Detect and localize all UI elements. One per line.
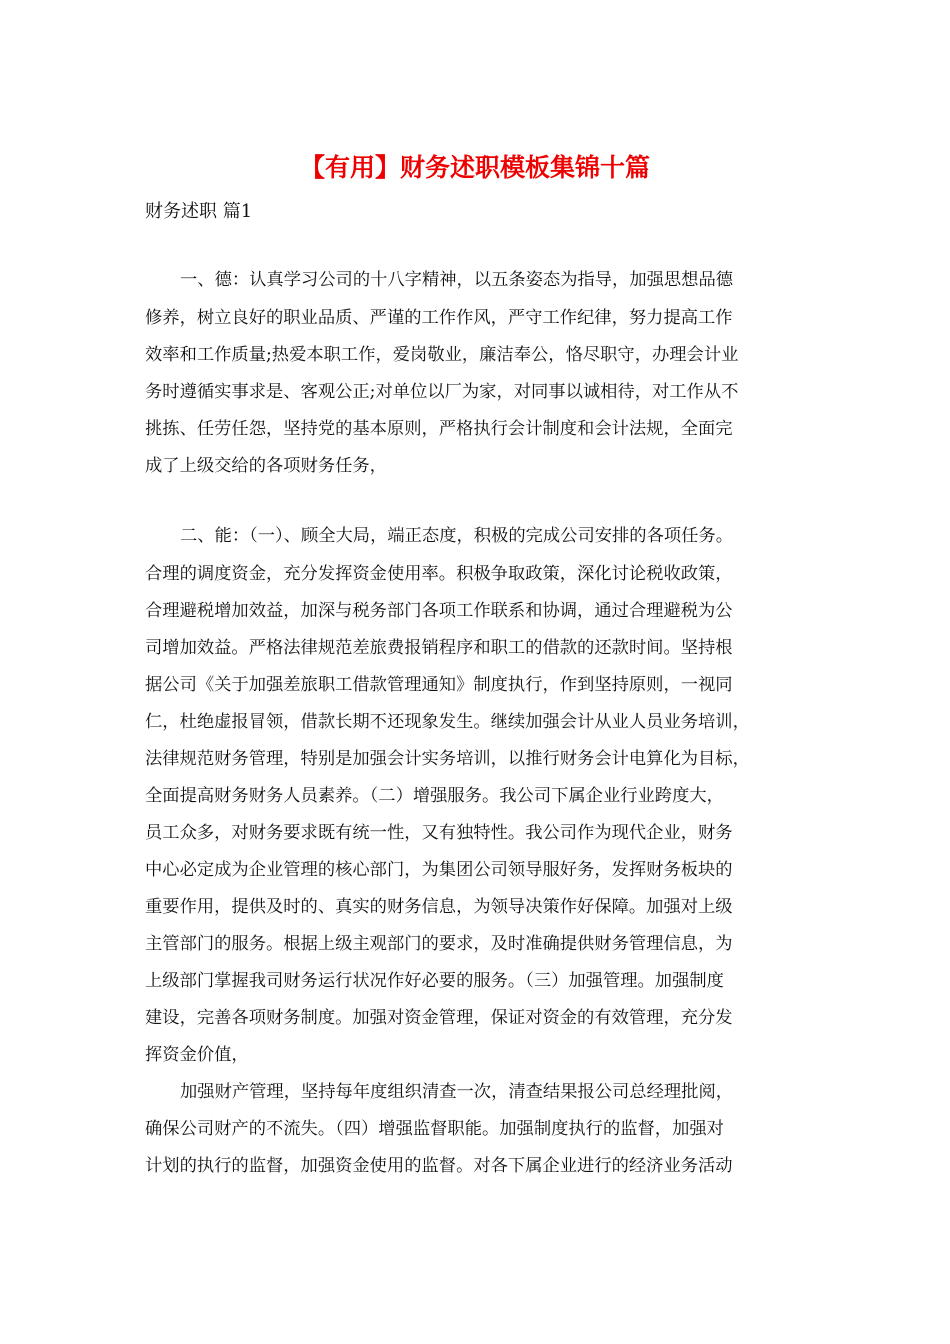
paragraph-line: 员工众多，对财务要求既有统一性，又有独特性。我公司作为现代企业，财务 (145, 823, 733, 843)
paragraph-line: 主管部门的服务。根据上级主观部门的要求，及时准确提供财务管理信息，为 (145, 934, 733, 954)
document-title: 【有用】财务述职模板集锦十篇 (299, 153, 650, 182)
paragraph-line: 二、能：（一）、顾全大局，端正态度，积极的完成公司安排的各项任务。 (180, 526, 733, 546)
paragraph-line: 合理避税增加效益，加深与税务部门各项工作联系和协调，通过合理避税为公 (145, 601, 733, 621)
paragraph-line: 司增加效益。严格法律规范差旅费报销程序和职工的借款的还款时间。坚持根 (145, 638, 733, 658)
paragraph-line: 建设，完善各项财务制度。加强对资金管理，保证对资金的有效管理，充分发 (145, 1008, 733, 1028)
paragraph-line: 成了上级交给的各项财务任务， (145, 456, 387, 476)
paragraph-line: 务时遵循实事求是、客观公正;对单位以厂为家，对同事以诚相待，对工作从不 (145, 382, 739, 402)
paragraph-line: 上级部门掌握我司财务运行状况作好必要的服务。（三）加强管理。加强制度 (145, 971, 724, 991)
paragraph-line: 挑拣、任劳任怨，坚持党的基本原则，严格执行会计制度和会计法规，全面完 (145, 419, 733, 439)
paragraph-line: 效率和工作质量;热爱本职工作，爱岗敬业，廉洁奉公，恪尽职守，办理会计业 (145, 345, 739, 365)
paragraph-line: 仁，杜绝虚报冒领，借款长期不还现象发生。继续加强会计从业人员业务培训， (145, 712, 750, 732)
paragraph-line: 修养，树立良好的职业品质、严谨的工作作风，严守工作纪律，努力提高工作 (145, 308, 733, 328)
section-heading: 财务述职 篇1 (145, 201, 253, 222)
paragraph-line: 挥资金价值， (145, 1045, 249, 1065)
paragraph-line: 计划的执行的监督，加强资金使用的监督。对各下属企业进行的经济业务活动 (145, 1156, 733, 1176)
paragraph-line: 中心必定成为企业管理的核心部门，为集团公司领导服好务，发挥财务板块的 (145, 860, 733, 880)
paragraph-line: 法律规范财务管理，特别是加强会计实务培训，以推行财务会计电算化为目标， (145, 749, 750, 769)
paragraph-line: 确保公司财产的不流失。（四）增强监督职能。加强制度执行的监督，加强对 (145, 1119, 724, 1139)
paragraph-line: 重要作用，提供及时的、真实的财务信息，为领导决策作好保障。加强对上级 (145, 897, 733, 917)
paragraph-line: 合理的调度资金，充分发挥资金使用率。积极争取政策，深化讨论税收政策， (145, 564, 733, 584)
paragraph-line: 一、德：认真学习公司的十八字精神，以五条姿态为指导，加强思想品德 (180, 270, 734, 290)
paragraph-line: 加强财产管理，坚持每年度组织清查一次，清查结果报公司总经理批阅， (180, 1082, 734, 1102)
paragraph-line: 全面提高财务财务人员素养。（二）增强服务。我公司下属企业行业跨度大， (145, 786, 724, 806)
paragraph-line: 据公司《关于加强差旅职工借款管理通知》制度执行，作到坚持原则，一视同 (145, 675, 733, 695)
